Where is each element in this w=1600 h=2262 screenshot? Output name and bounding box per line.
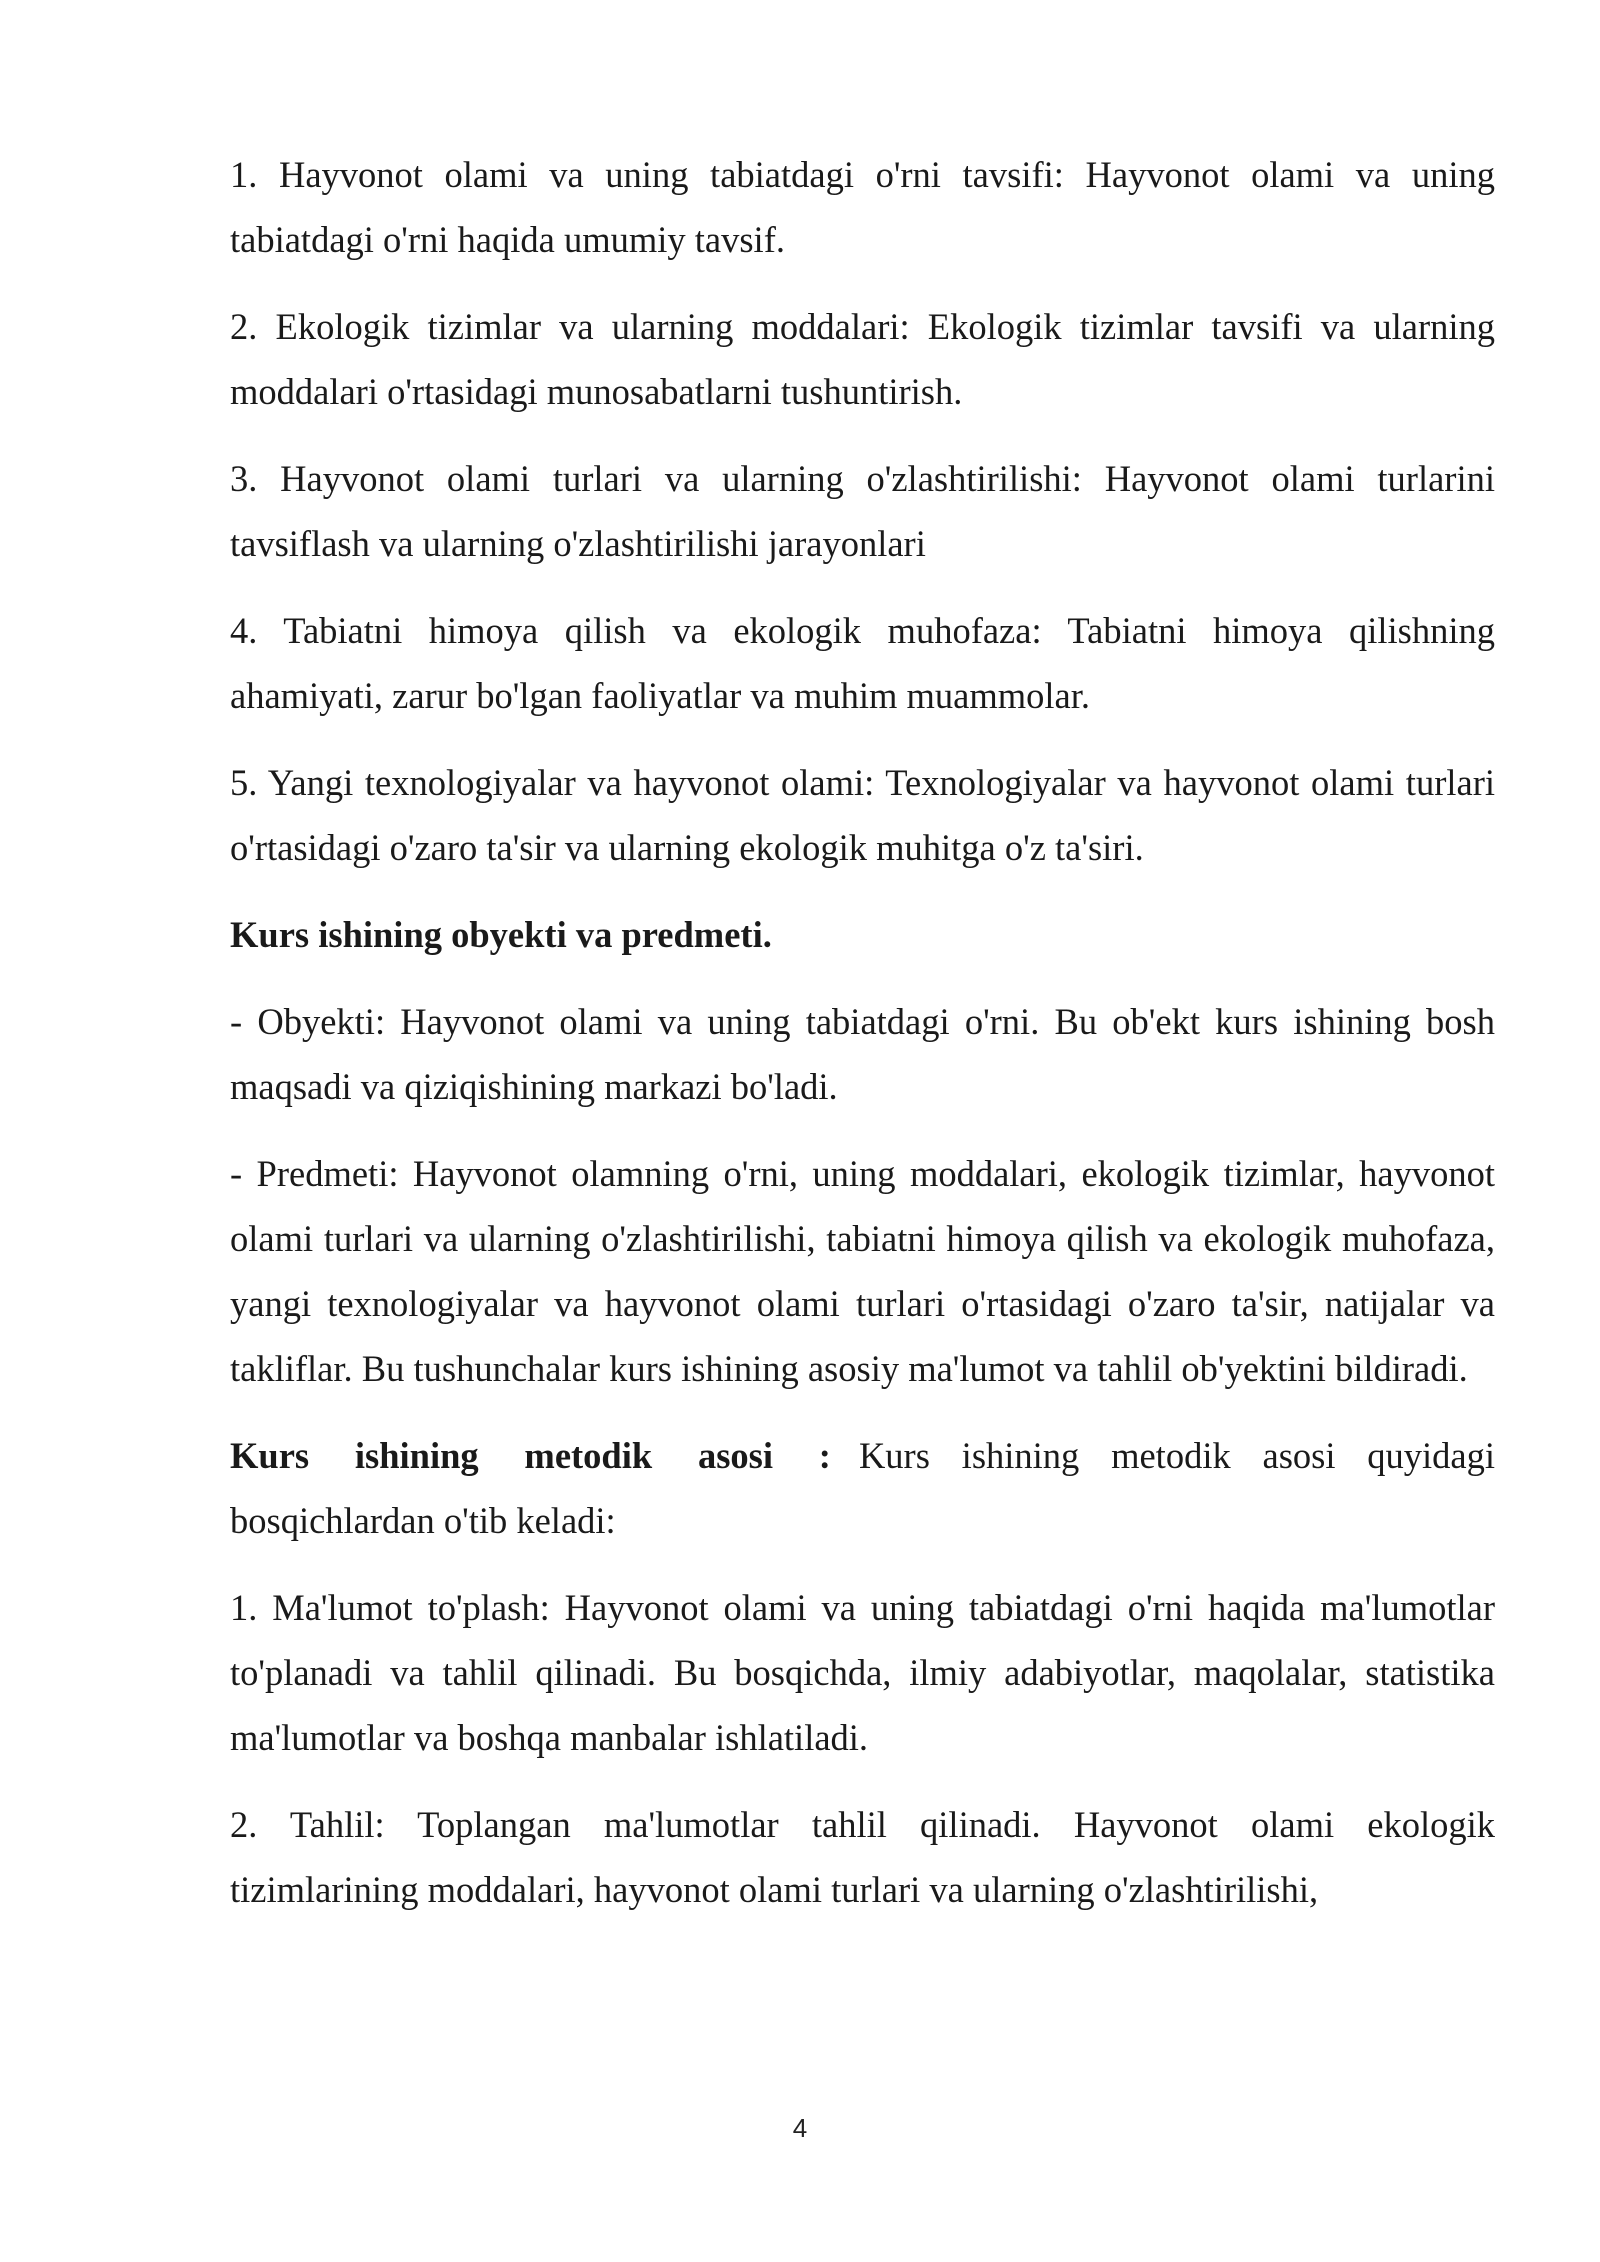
- step-2-paragraph: 2. Tahlil: Toplangan ma'lumotlar tahlil qilinadi. Hayvonot olami ekologik tizimlarining moddalari, hayvonot olami turlari va ularning o'zlashtirilishi,: [230, 1804, 1495, 1910]
- metodik-paragraph: [230, 1423, 1495, 1553]
- obyekti-paragraph: - Obyekti: Hayvonot olami va uning tabiatdagi o'rni. Bu ob'ekt kurs ishining bosh maqsadi va qiziqishining markazi bo'ladi.: [230, 1001, 1495, 1107]
- page-number: 4: [792, 2113, 808, 2143]
- list-item-3: 3. Hayvonot olami turlari va ularning o'zlashtirilishi: Hayvonot olami turlarini tavsiflash va ularning o'zlashtirilishi jarayonlari: [230, 458, 1495, 564]
- section-heading-object: Kurs ishining obyekti va predmeti.: [230, 914, 772, 955]
- step-1-paragraph: 1. Ma'lumot to'plash: Hayvonot olami va uning tabiatdagi o'rni haqida ma'lumotlar to'planadi va tahlil qilinadi. Bu bosqichda, ilmiy adabiyotlar, maqolalar, statistika ma'lumotlar va boshqa manbalar ishlatiladi.: [230, 1587, 1495, 1758]
- metodik-heading: Kurs ishining metodik asosi :: [230, 1435, 831, 1476]
- list-item-2: 2. Ekologik tizimlar va ularning moddalari: Ekologik tizimlar tavsifi va ularning moddalari o'rtasidagi munosabatlarni tushuntirish.: [230, 306, 1495, 412]
- list-item-4: 4. Tabiatni himoya qilish va ekologik muhofaza: Tabiatni himoya qilishning ahamiyati, zarur bo'lgan faoliyatlar va muhim muammolar.: [230, 610, 1495, 716]
- predmeti-paragraph: - Predmeti: Hayvonot olamning o'rni, uning moddalari, ekologik tizimlar, hayvonot olami turlari va ularning o'zlashtirilishi, tabiatni himoya qilish va ekologik muhofaza, yangi texnologiyalar va hayvonot olami turlari o'rtasidagi o'zaro ta'sir, natijalar va takliflar. Bu tushunchalar kurs ishining asosiy ma'lumot va tahlil ob'yektini bildiradi.: [230, 1153, 1495, 1389]
- metodik-text: Kurs ishining metodik asosi quyidagi bosqichlardan o'tib keladi:: [230, 1435, 1495, 1541]
- list-item-1: 1. Hayvonot olami va uning tabiatdagi o'rni tavsifi: Hayvonot olami va uning tabiatdagi o'rni haqida umumiy tavsif.: [230, 154, 1495, 260]
- document-body: [230, 142, 1495, 1944]
- list-item-5: 5. Yangi texnologiyalar va hayvonot olami: Texnologiyalar va hayvonot olami turlari o'rtasidagi o'zaro ta'sir va ularning ekologik muhitga o'z ta'siri.: [230, 762, 1495, 868]
